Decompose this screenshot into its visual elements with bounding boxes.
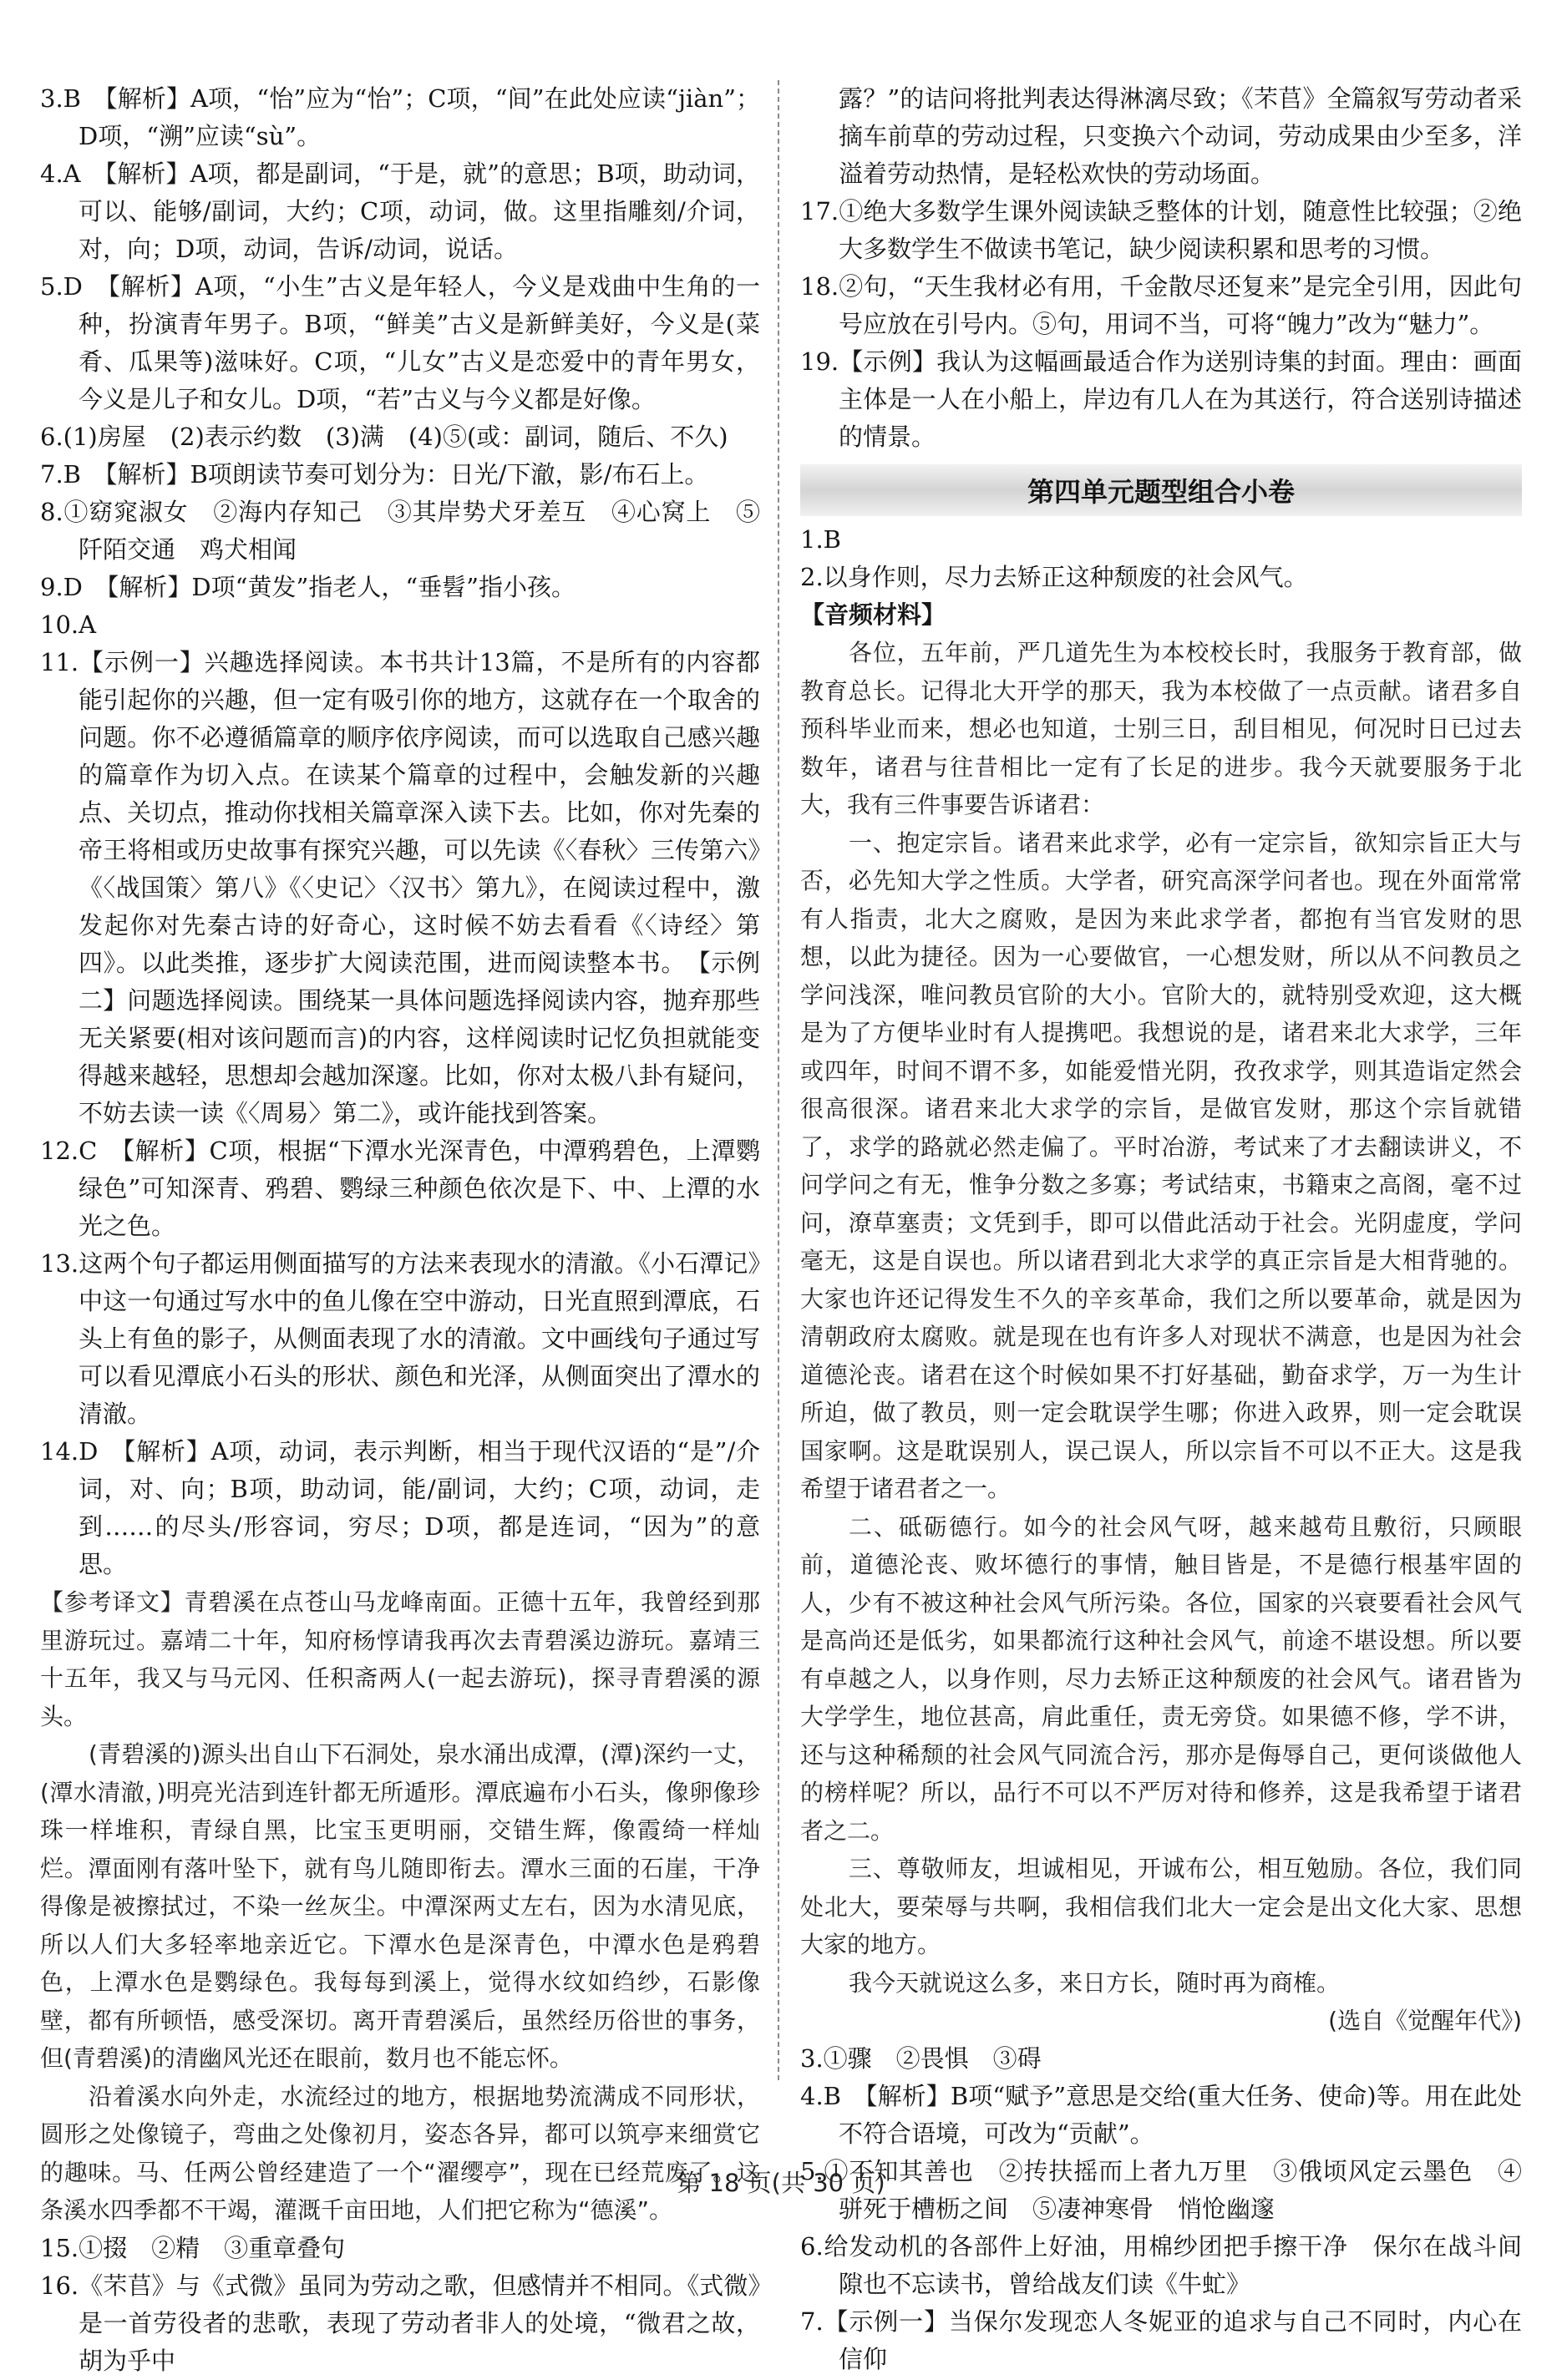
answer-item: 4.A 【解析】A项，都是副词，“于是，就”的意思；B项，助动词，可以、能够/副词，大约；C项，动词，做。这里指雕刻/介词，对，向；D项，动词，告诉/动词，说话。	[40, 160, 760, 263]
answer-item: 13.这两个句子都运用侧面描写的方法来表现水的清澈。《小石潭记》中这一句通过写水中的鱼儿像在空中游动，日光直照到潭底，石头上有鱼的影子，从侧面表现了水的清澈。文中画线句子通过写可以看见潭底小石头的形状、颜色和光泽，从侧面突出了潭水的清澈。	[40, 1249, 760, 1428]
passage-paragraph: (选自《觉醒年代》)	[1328, 2007, 1522, 2034]
answer-item: 3.B 【解析】A项，“怡”应为“怡”；C项，“间”在此处应读“jiàn”；D项，“溯”应读“sù”。	[40, 84, 760, 150]
answer-item: 7.B 【解析】B项朗读节奏可划分为：日光/下澈，影/布石上。	[40, 460, 709, 489]
passage-paragraph: 沿着溪水向外走，水流经过的地方，根据地势流满成不同形状，圆形之处像镜子，弯曲之处像初月，姿态各异，都可以筑亭来细赏它的趣味。马、任两公曾经建造了一个“濯缨亭”，现在已经荒废了。这条溪水四季都不干竭，灌溉千亩田地，人们把它称为“德溪”。	[40, 2082, 760, 2224]
answer-item: 5.D 【解析】A项，“小生”古义是年轻人，今义是戏曲中生角的一种，扮演青年男子。B项，“鲜美”古义是新鲜美好，今义是(菜肴、瓜果等)滋味好。C项，“儿女”古义是恋爱中的青年男女，今义是儿子和女儿。D项，“若”古义与今义都是好像。	[40, 272, 760, 413]
page-footer: 第 18 页(共 30 页)	[677, 2169, 885, 2197]
answer-item: 3.①骤 ②畏惧 ③碍	[800, 2043, 1042, 2073]
passage-paragraph: 我今天就说这么多，来日方长，随时再为商榷。	[849, 1968, 1341, 1997]
answer-item: 19.【示例】我认为这幅画最适合作为送别诗集的封面。理由：画面主体是一人在小船上，岸边有几人在为其送行，符合送别诗描述的情景。	[800, 347, 1522, 451]
answer-item: 15.①掇 ②精 ③重章叠句	[40, 2233, 346, 2262]
answer-item: 6.(1)房屋 (2)表示约数 (3)满 (4)⑤(或：副词，随后、不久)	[40, 423, 728, 451]
passage-paragraph: 【参考译文】青碧溪在点苍山马龙峰南面。正德十五年，我曾经到那里游玩过。嘉靖二十年，知府杨惇请我再次去青碧溪边游玩。嘉靖三十五年，我又与马元冈、任积斋两人(一起去游玩)，探寻青碧溪的源头。	[40, 1588, 760, 1730]
answer-item: 9.D 【解析】D项“黄发”指老人，“垂髫”指小孩。	[40, 573, 576, 601]
answer-item: 14.D 【解析】A项，动词，表示判断，相当于现代汉语的“是”/介词，对、向；B项，助动词，能/副词，大约；C项，动词，走到……的尽头/形容词，穷尽；D项，都是连词，“因为”的意思。	[40, 1437, 760, 1578]
answer-item: 4.B 【解析】B项“赋予”意思是交给(重大任务、使命)等。用在此处不符合语境，可改为“贡献”。	[800, 2081, 1522, 2148]
answer-item: 6.给发动机的各部件上好油，用棉纱团把手擦干净 保尔在战斗间隙也不忘读书，曾给战友们读《牛虻》	[800, 2231, 1522, 2298]
answer-item: 2.以身作则，尽力去矫正这种颓废的社会风气。	[800, 563, 1308, 591]
answer-item: 18.②句，“天生我材必有用，千金散尽还复来”是完全引用，因此句号应放在引号内。⑤句，用词不当，可将“魄力”改为“魅力”。	[800, 272, 1522, 338]
answer-item: 16.《芣苢》与《式微》虽同为劳动之歌，但感情并不相同。《式微》是一首劳役者的悲歌，表现了劳动者非人的处境，“微君之故，胡为乎中	[40, 2271, 760, 2375]
passage-paragraph: (青碧溪的)源头出自山下石洞处，泉水涌出成潭，(潭)深约一丈，(潭水清澈，)明亮光洁到连针都无所遁形。潭底遍布小石头，像卵像珍珠一样堆积，青绿自黑，比宝玉更明丽，交错生辉，像霞绮一样灿烂。潭面刚有落叶坠下，就有鸟儿随即衔去。潭水三面的石崖，干净得像是被擦拭过，不染一丝灰尘。中潭深两丈左右，因为水清见底，所以人们大多轻率地亲近它。下潭水色是深青色，中潭水色是鸦碧色，上潭水色是鹦绿色。我每每到溪上，觉得水纹如绉纱，石影像壁，都有所顿悟，感受深切。离开青碧溪后，虽然经历俗世的事务，但(青碧溪)的清幽风光还在眼前，数月也不能忘怀。	[40, 1740, 760, 2072]
section-banner: 第四单元题型组合小卷	[800, 464, 1522, 516]
passage-paragraph: 二、砥砺德行。如今的社会风气呀，越来越苟且敷衍，只顾眼前，道德沦丧、败坏德行的事情，触目皆是，不是德行根基牢固的人，少有不被这种社会风气所污染。各位，国家的兴衰要看社会风气是高尚还是低劣，如果都流行这种社会风气，前途不堪设想。所以要有卓越之人，以身作则，尽力去矫正这种颓废的社会风气。诸君皆为大学学生，地位甚高，肩此重任，责无旁贷。如果德不修，学不讲，还与这种稀颓的社会风气同流合污，那亦是侮辱自己，更何谈做他人的榜样呢？所以，品行不可以不严厉对待和修养，这是我希望于诸君者之二。	[800, 1512, 1522, 1845]
passage-paragraph: 各位，五年前，严几道先生为本校校长时，我服务于教育部，做教育总长。记得北大开学的那天，我为本校做了一点贡献。诸君多自预科毕业而来，想必也知道，士别三日，刮目相见，何况时日已过去数年，诸君与往昔相比一定有了长足的进步。我今天就要服务于北大，我有三件事要告诉诸君：	[800, 639, 1522, 818]
answer-item: 12.C 【解析】C项，根据“下潭水光深青色，中潭鸦碧色，上潭鹦绿色”可知深青、鸦碧、鹦绿三种颜色依次是下、中、上潭的水光之色。	[40, 1137, 760, 1240]
passage-paragraph: 三、尊敬师友，坦诚相见，开诚布公，相互勉励。各位，我们同处北大，要荣辱与共啊，我相信我们北大一定会是出文化大家、思想大家的地方。	[800, 1855, 1522, 1958]
answer-item: 露？”的诘问将批判表达得淋漓尽致；《芣苢》全篇叙写劳动者采摘车前草的劳动过程，只变换六个动词，劳动成果由少至多，洋溢着劳动热情，是轻松欢快的劳动场面。	[839, 84, 1522, 188]
answer-item: 17.①绝大多数学生课外阅读缺乏整体的计划，随意性比较强；②绝大多数学生不做读书笔记，缺少阅读积累和思考的习惯。	[800, 197, 1522, 263]
answer-item: 8.①窈窕淑女 ②海内存知己 ③其岸势犬牙差互 ④心窝上 ⑤阡陌交通 鸡犬相闻	[40, 498, 760, 564]
answer-item: 5.①不知其善也 ②抟扶摇而上者九万里 ③俄顷风定云墨色 ④骈死于槽枥之间 ⑤凄神寒骨 悄怆幽邃	[800, 2156, 1522, 2223]
column-divider	[778, 80, 779, 2080]
answer-item: 10.A	[40, 610, 97, 639]
section-label: 【音频材料】	[800, 600, 946, 629]
answer-item: 1.B	[800, 525, 841, 554]
answer-item: 7.【示例一】当保尔发现恋人冬妮亚的追求与自己不同时，内心在信仰	[800, 2307, 1522, 2373]
passage-paragraph: 一、抱定宗旨。诸君来此求学，必有一定宗旨，欲知宗旨正大与否，必先知大学之性质。大学者，研究高深学问者也。现在外面常常有人指责，北大之腐败，是因为来此求学者，都抱有当官发财的思想，以此为捷径。因为一心要做官，一心想发财，所以从不问教员之学问浅深，唯问教员官阶的大小。官阶大的，就特别受欢迎，这大概是为了方便毕业时有人提携吧。我想说的是，诸君来北大求学，三年或四年，时间不谓不多，如能爱惜光阴，孜孜求学，则其造诣定然会很高很深。诸君来北大求学的宗旨，是做官发财，那这个宗旨就错了，求学的路就必然走偏了。平时冶游，考试来了才去翻读讲义，不问学问之有无，惟争分数之多寡；考试结束，书籍束之高阁，毫不过问，潦草塞责；文凭到手，即可以借此活动于社会。光阴虚度，学问毫无，这是自误也。所以诸君到北大求学的真正宗旨是大相背驰的。大家也许还记得发生不久的辛亥革命，我们之所以要革命，就是因为清朝政府太腐败。就是现在也有许多人对现状不满意，也是因为社会道德沦丧。诸君在这个时候如果不打好基础，勤奋求学，万一为生计所迫，做了教员，则一定会耽误学生哪；你进入政界，则一定会耽误国家啊。这是耽误别人，误己误人，所以宗旨不可以不正大。这是我希望于诸君者之一。	[800, 828, 1522, 1502]
left-column	[40, 80, 760, 2380]
right-column	[800, 80, 1522, 2378]
answer-item: 11.【示例一】兴趣选择阅读。本书共计13篇，不是所有的内容都能引起你的兴趣，但一定有吸引你的地方，这就存在一个取舍的问题。你不必遵循篇章的顺序依序阅读，而可以选取自己感兴趣的篇章作为切入点。在读某个篇章的过程中，会触发新的兴趣点、关切点，推动你找相关篇章深入读下去。比如，你对先秦的帝王将相或历史故事有探究兴趣，可以先读《〈春秋〉三传第六》《〈战国策〉第八》《〈史记〉〈汉书〉第九》，在阅读过程中，激发起你对先秦古诗的好奇心，这时候不妨去看看《〈诗经〉第四》。以此类推，逐步扩大阅读范围，进而阅读整本书。 【示例二】问题选择阅读。围绕某一具体问题选择阅读内容，抛弃那些无关紧要(相对该问题而言)的内容，这样阅读时记忆负担就能变得越来越轻，思想却会越加深邃。比如，你对太极八卦有疑问，不妨去读一读《〈周易〉第二》，或许能找到答案。	[40, 648, 760, 1127]
